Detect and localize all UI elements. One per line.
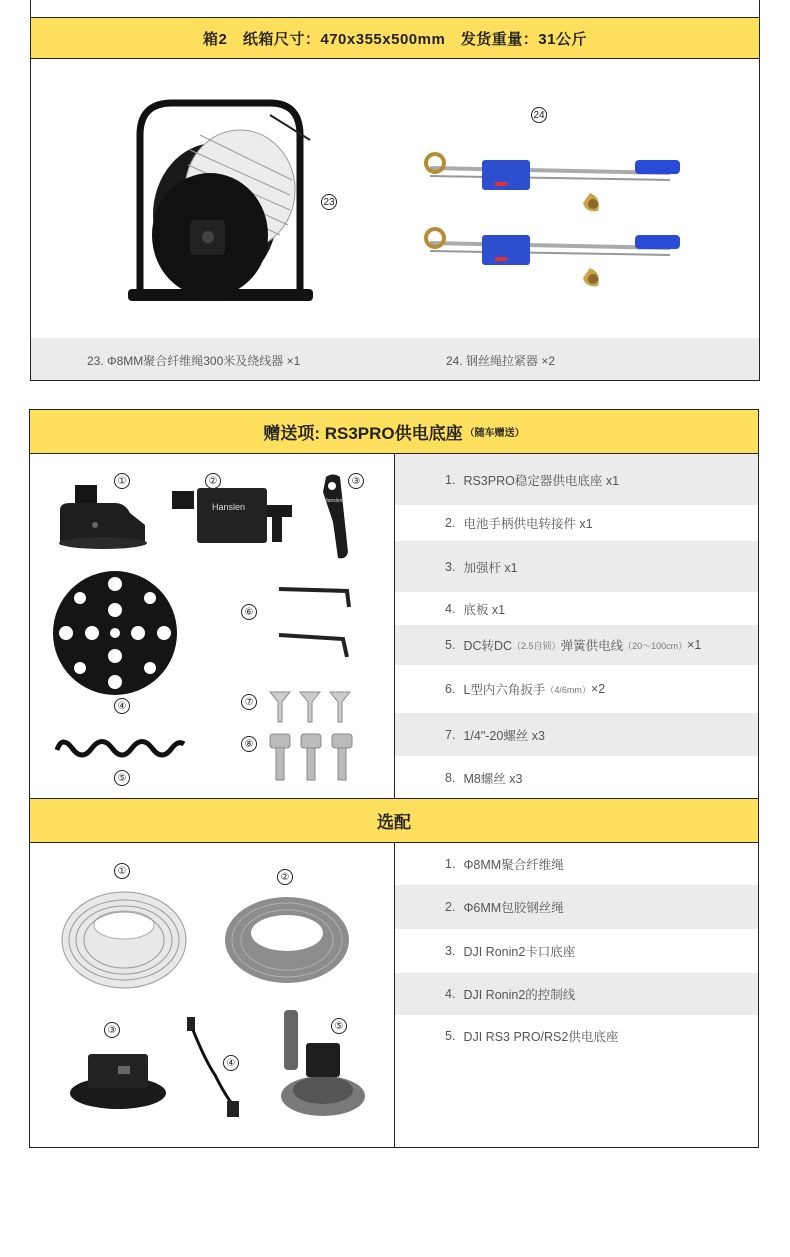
optional-item-1: 1. Φ8MM聚合纤维绳 xyxy=(445,857,564,872)
optional-item-3: 3. DJI Ronin2卡口底座 xyxy=(445,944,576,959)
gift-marker-6: ⑥ xyxy=(241,604,257,620)
gift-item-7: 7. 1/4"-20螺丝 x3 xyxy=(395,713,758,756)
marker-24: 24 xyxy=(531,107,547,123)
gift-item-6: 6. L型内六角扳手 （4/6mm） ×2 xyxy=(445,682,606,697)
gift-item-4: 4. 底板 x1 xyxy=(445,601,506,617)
optional-marker-3: ③ xyxy=(104,1022,120,1038)
gift-title-note: （随车赠送） xyxy=(464,428,525,439)
gift-item-2: 2. 电池手柄供电转接件 x1 xyxy=(445,516,593,531)
optional-item-2: 2. Φ6MM包胶钢丝绳 xyxy=(395,885,758,929)
baseplate-image xyxy=(52,570,178,696)
gift-marker-4: ④ xyxy=(114,698,130,714)
marker-23: 23 xyxy=(321,194,337,210)
gift-title: 赠送项: RS3PRO供电底座 xyxy=(263,424,463,443)
reinforcing-rod-image xyxy=(318,472,358,562)
gift-marker-1: ① xyxy=(114,473,130,489)
optional-header xyxy=(29,798,759,843)
optional-item-5: 5. DJI RS3 PRO/RS2供电底座 xyxy=(445,1029,619,1044)
battery-adapter-brand: Hanslen xyxy=(212,502,246,512)
gift-marker-3: ③ xyxy=(348,473,364,489)
optional-marker-4: ④ xyxy=(223,1055,239,1071)
rope-reel-image xyxy=(120,95,320,315)
fiber-rope-coil-image xyxy=(60,885,188,990)
screws-m8-image xyxy=(268,734,358,782)
reinforcing-rod-brand: Hanslen xyxy=(324,498,343,504)
optional-item-4: 4. DJI Ronin2的控制线 xyxy=(395,973,758,1015)
gift-item-5: 5. DC转DC （2.5自锁） 弹簧供电线 （20～100cm） ×1 xyxy=(395,625,758,665)
optional-marker-2: ② xyxy=(277,869,293,885)
steel-cable-coil-image xyxy=(225,895,350,985)
ronin2-mount-base-image xyxy=(68,1048,168,1110)
caption-23: 23. Φ8MM聚合纤维绳300米及绕线器 ×1 xyxy=(87,354,301,368)
hex-wrench-image xyxy=(275,583,355,663)
screws-quarter-image xyxy=(268,690,358,725)
gift-list-panel xyxy=(394,453,759,799)
optional-marker-1: ① xyxy=(114,863,130,879)
rs3pro-power-base-image xyxy=(278,1008,368,1120)
optional-list-panel xyxy=(394,842,759,1148)
gift-item-3: 3. 加强杆 x1 xyxy=(395,541,758,592)
gift-item-1: 1. RS3PRO稳定器供电底座 x1 xyxy=(395,454,758,505)
cable-tensioner-image xyxy=(420,148,690,308)
coiled-cable-image xyxy=(52,730,187,770)
battery-adapter-image xyxy=(172,483,297,548)
box2-title: 箱2 纸箱尺寸：470x355x500mm 发货重量：31公斤 xyxy=(203,30,587,48)
gift-marker-8: ⑧ xyxy=(241,736,257,752)
optional-marker-5: ⑤ xyxy=(331,1018,347,1034)
caption-24: 24. 钢丝绳拉紧器 ×2 xyxy=(446,354,556,368)
box2-header xyxy=(30,17,760,59)
gift-item-8: 8. M8螺丝 x3 xyxy=(445,770,523,786)
optional-title: 选配 xyxy=(377,813,411,832)
power-base-image xyxy=(55,485,150,550)
gift-header xyxy=(29,409,759,454)
gift-marker-7: ⑦ xyxy=(241,694,257,710)
ronin2-control-cable-image xyxy=(185,1015,245,1120)
gift-marker-5: ⑤ xyxy=(114,770,130,786)
gift-marker-2: ② xyxy=(205,473,221,489)
